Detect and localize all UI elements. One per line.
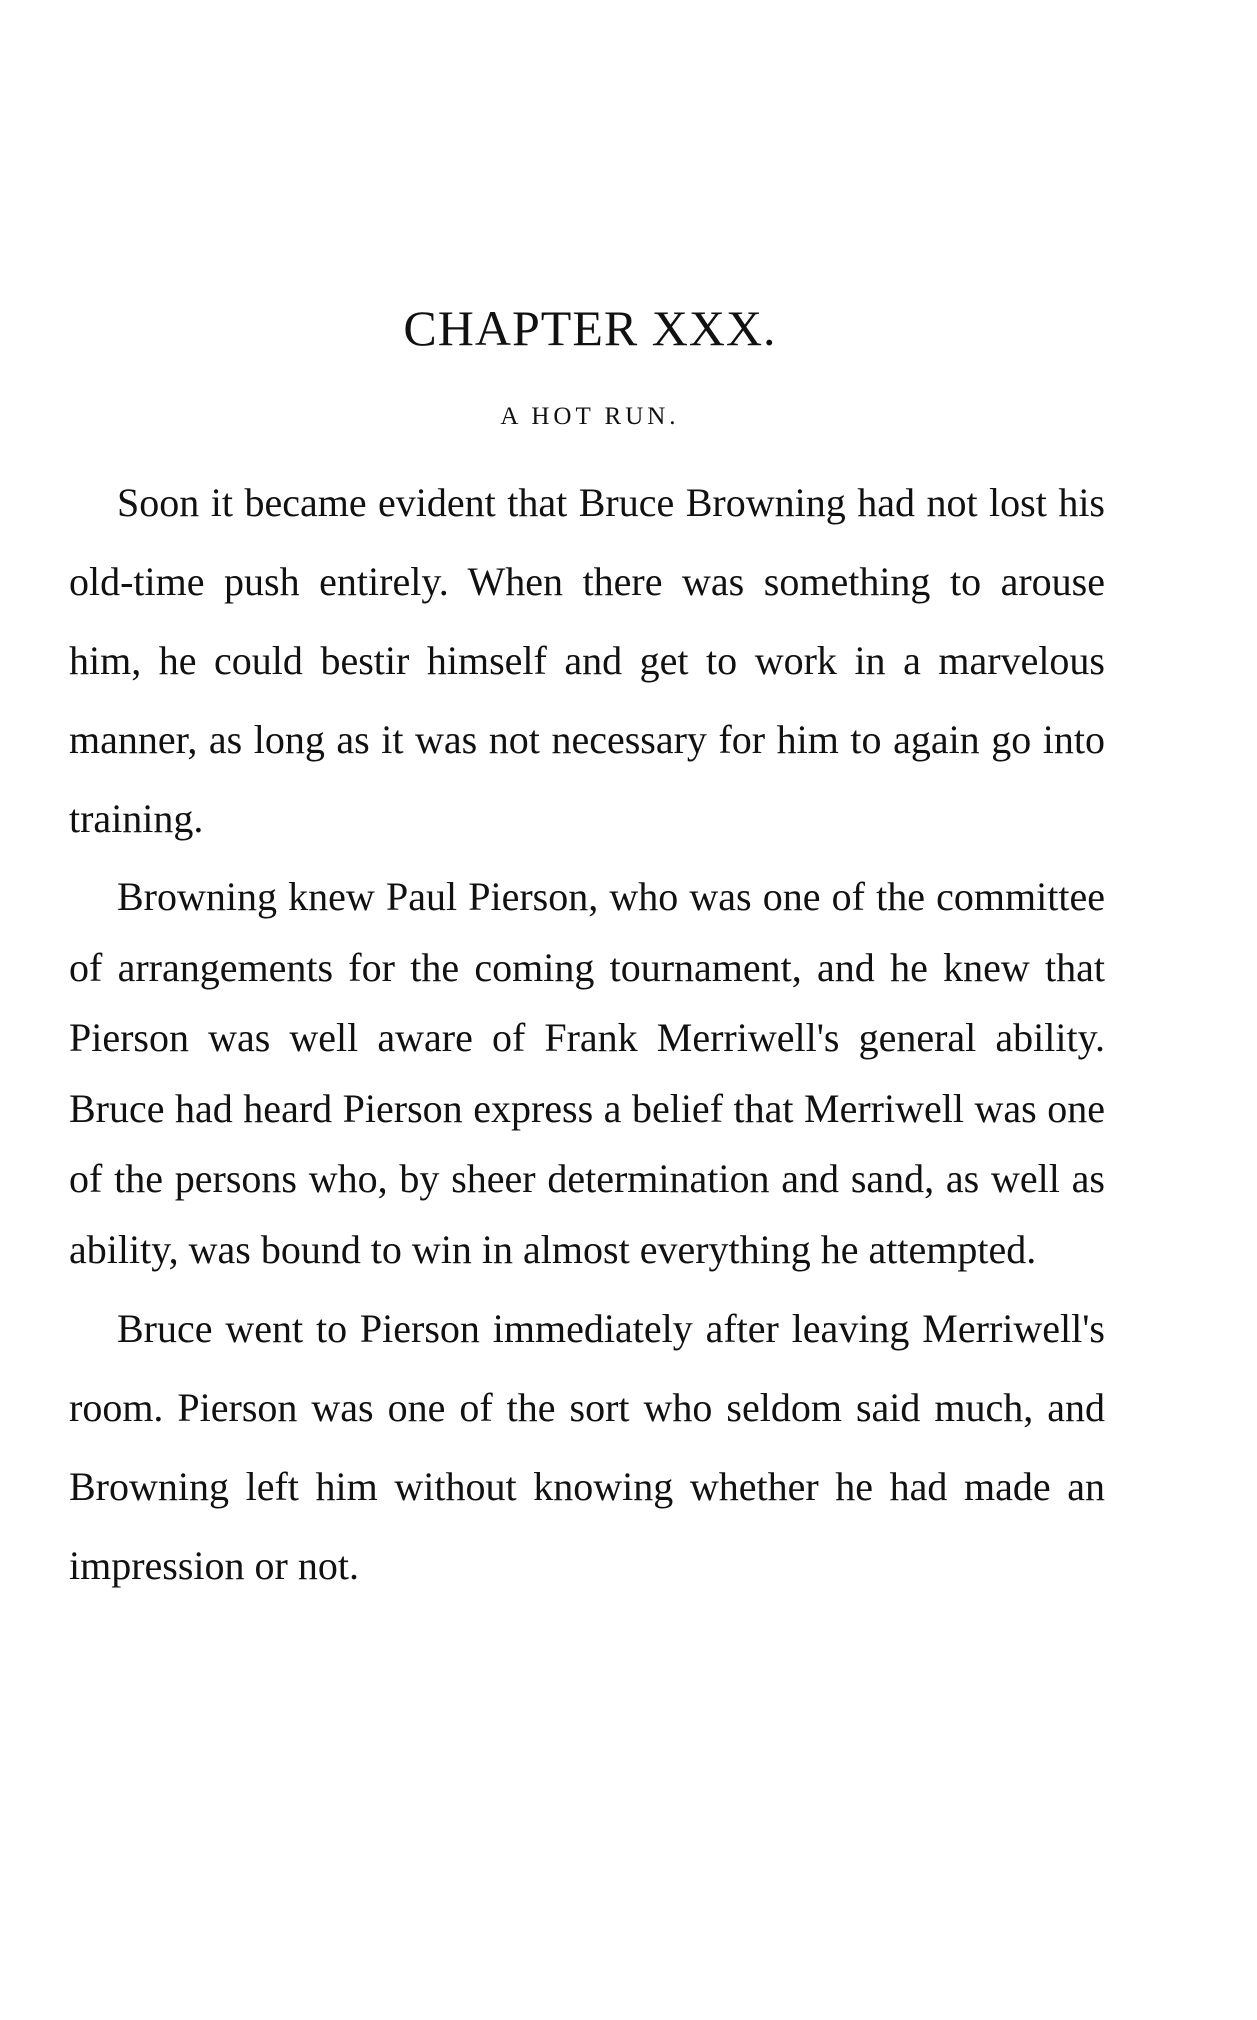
body-text — [69, 463, 1105, 1605]
chapter-subtitle: A HOT RUN. — [500, 403, 680, 430]
paragraph-1: Soon it became evident that Bruce Browning had not lost his old-time push entirely. When there was something to arouse him, he could bestir himself and get to work in a marvelous manner, as long as it was not necessary for him to again go into training. — [69, 480, 1105, 841]
paragraph-2: Browning knew Paul Pierson, who was one of the committee of arrangements for the coming tournament, and he knew that Pierson was well aware of Frank Merriwell's general ability. Bruce had heard Pierson express a belief that Merriwell was one of the persons who, by sheer determination and sand, as well as ability, was bound to win in almost everything he attempted. — [69, 874, 1105, 1272]
chapter-title: CHAPTER XXX. — [403, 300, 777, 356]
paragraph-3: Bruce went to Pierson immediately after leaving Merriwell's room. Pierson was one of the sort who seldom said much, and Browning left him without knowing whether he had made an impression or not. — [69, 1306, 1105, 1588]
